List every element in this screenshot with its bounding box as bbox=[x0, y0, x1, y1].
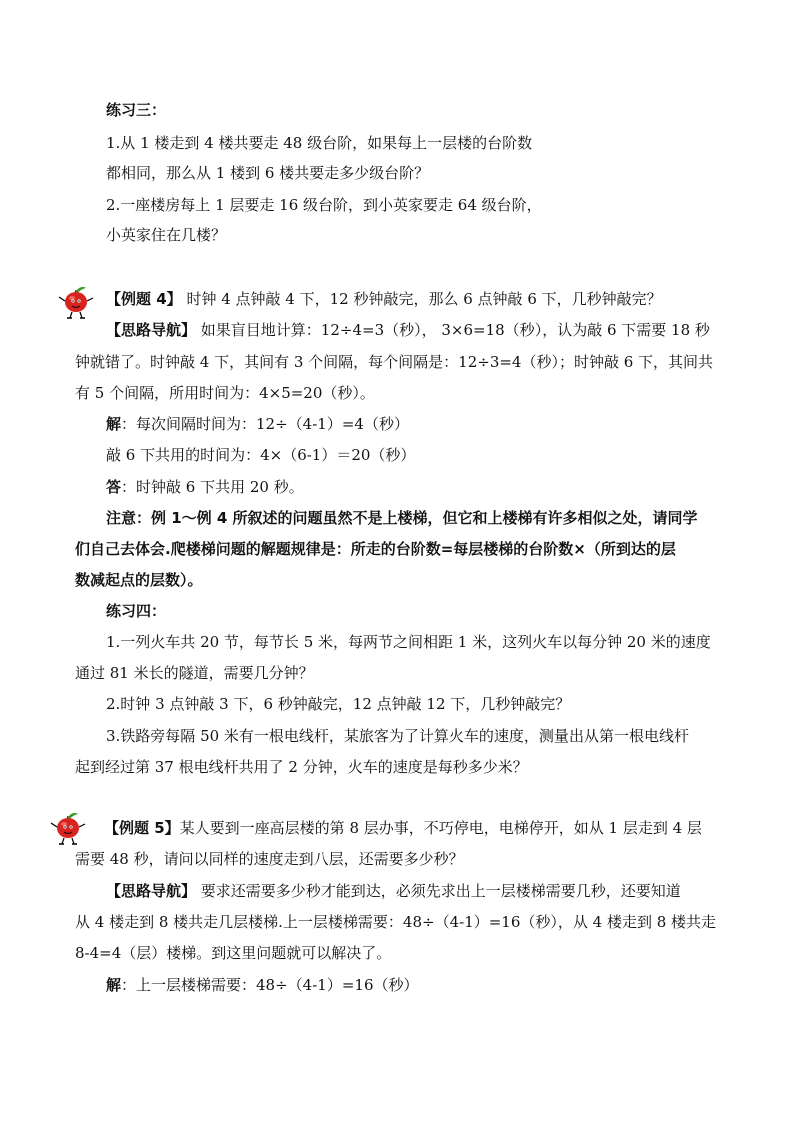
practice4-q3-line1: 3.铁路旁每隔 50 米有一根电线杆，某旅客为了计算火车的速度，测量出从第一根电线杆 bbox=[106, 727, 689, 745]
example4-guide-line2: 钟就错了。时钟敲 4 下，其间有 3 个间隔，每个间隔是：12÷3=4（秒）；时钟敲 6 下，其间共 bbox=[75, 353, 714, 371]
example4-answer-label: 答 bbox=[106, 478, 122, 496]
practice3-q2-line1: 2.一座楼房每上 1 层要走 16 级台阶，到小英家要走 64 级台阶， bbox=[106, 196, 542, 214]
example5-guide-row bbox=[106, 881, 681, 901]
example5-guide-tag: 【思路导航】 bbox=[106, 882, 197, 900]
example5-guide-line2: 从 4 楼走到 8 楼共走几层楼梯.上一层楼梯需要：48÷（4-1）=16（秒），从 4 楼走到 8 楼共走 bbox=[75, 913, 717, 931]
example5-question-row bbox=[104, 818, 702, 838]
practice3-heading: 练习三： bbox=[106, 101, 167, 119]
practice4-q1-line2: 通过 81 米长的隧道，需要几分钟？ bbox=[75, 664, 314, 682]
apple-mascot-icon bbox=[48, 812, 88, 846]
note-line1: 注意：例 1～例 4 所叙述的问题虽然不是上楼梯，但它和上楼梯有许多相似之处，请同学 bbox=[106, 509, 698, 527]
note-line2: 们自己去体会.爬楼梯问题的解题规律是：所走的台阶数=每层楼梯的台阶数×（所到达的层 bbox=[75, 540, 676, 558]
example5-guide-line3: 8-4=4（层）楼梯。到这里问题就可以解决了。 bbox=[75, 944, 392, 962]
example5-question-line2: 需要 48 秒，请问以同样的速度走到八层，还需要多少秒？ bbox=[75, 850, 464, 868]
practice4-q3-line2: 起到经过第 37 根电线杆共用了 2 分钟，火车的速度是每秒多少米？ bbox=[75, 758, 528, 776]
example4-question: 时钟 4 点钟敲 4 下，12 秒钟敲完，那么 6 点钟敲 6 下，几秒钟敲完？ bbox=[186, 290, 662, 308]
example4-guide-tag: 【思路导航】 bbox=[106, 321, 197, 339]
example4-guide-line3: 有 5 个间隔，所用时间为：4×5=20（秒）。 bbox=[75, 384, 375, 402]
example4-solution-line1: ：每次间隔时间为：12÷（4-1）=4（秒） bbox=[121, 415, 409, 433]
practice3-q1-line2: 都相同，那么从 1 楼到 6 楼共要走多少级台阶？ bbox=[106, 164, 430, 182]
example4-solution-label: 解 bbox=[106, 415, 122, 433]
example4-question-row bbox=[106, 289, 662, 309]
example5-question-line1: 某人要到一座高层楼的第 8 层办事，不巧停电，电梯停开，如从 1 层走到 4 层 bbox=[179, 819, 702, 837]
practice4-q2: 2.时钟 3 点钟敲 3 下，6 秒钟敲完，12 点钟敲 12 下，几秒钟敲完？ bbox=[106, 695, 571, 713]
example4-answer-text: ：时钟敲 6 下共用 20 秒。 bbox=[121, 478, 304, 496]
example5-solution-text: ：上一层楼梯需要：48÷（4-1）=16（秒） bbox=[121, 976, 419, 994]
example5-solution-label: 解 bbox=[106, 976, 122, 994]
example5-tag: 【例题 5】 bbox=[104, 819, 180, 837]
example4-answer-row bbox=[106, 477, 304, 497]
example4-solution-row bbox=[106, 414, 409, 434]
example4-solution-line2: 敲 6 下共用的时间为：4×（6-1）＝20（秒） bbox=[106, 446, 416, 464]
practice4-heading: 练习四： bbox=[106, 602, 167, 620]
example4-tag: 【例题 4】 bbox=[106, 290, 182, 308]
practice4-q1-line1: 1.一列火车共 20 节，每节长 5 米，每两节之间相距 1 米，这列火车以每分钟 20 米的速度 bbox=[106, 633, 711, 651]
note-line3: 数减起点的层数）。 bbox=[75, 571, 203, 589]
example5-guide-line1: 要求还需要多少秒才能到达，必须先求出上一层楼梯需要几秒，还要知道 bbox=[200, 882, 681, 900]
example4-guide-line1: 如果盲目地计算：12÷4=3（秒）， 3×6=18（秒），认为敲 6 下需要 18 秒 bbox=[200, 321, 710, 339]
apple-mascot-icon bbox=[56, 286, 96, 320]
practice3-q1-line1: 1.从 1 楼走到 4 楼共要走 48 级台阶，如果每上一层楼的台阶数 bbox=[106, 134, 533, 152]
example4-guide-row bbox=[106, 320, 710, 340]
practice3-q2-line2: 小英家住在几楼？ bbox=[106, 226, 227, 244]
example5-solution-row bbox=[106, 975, 418, 995]
